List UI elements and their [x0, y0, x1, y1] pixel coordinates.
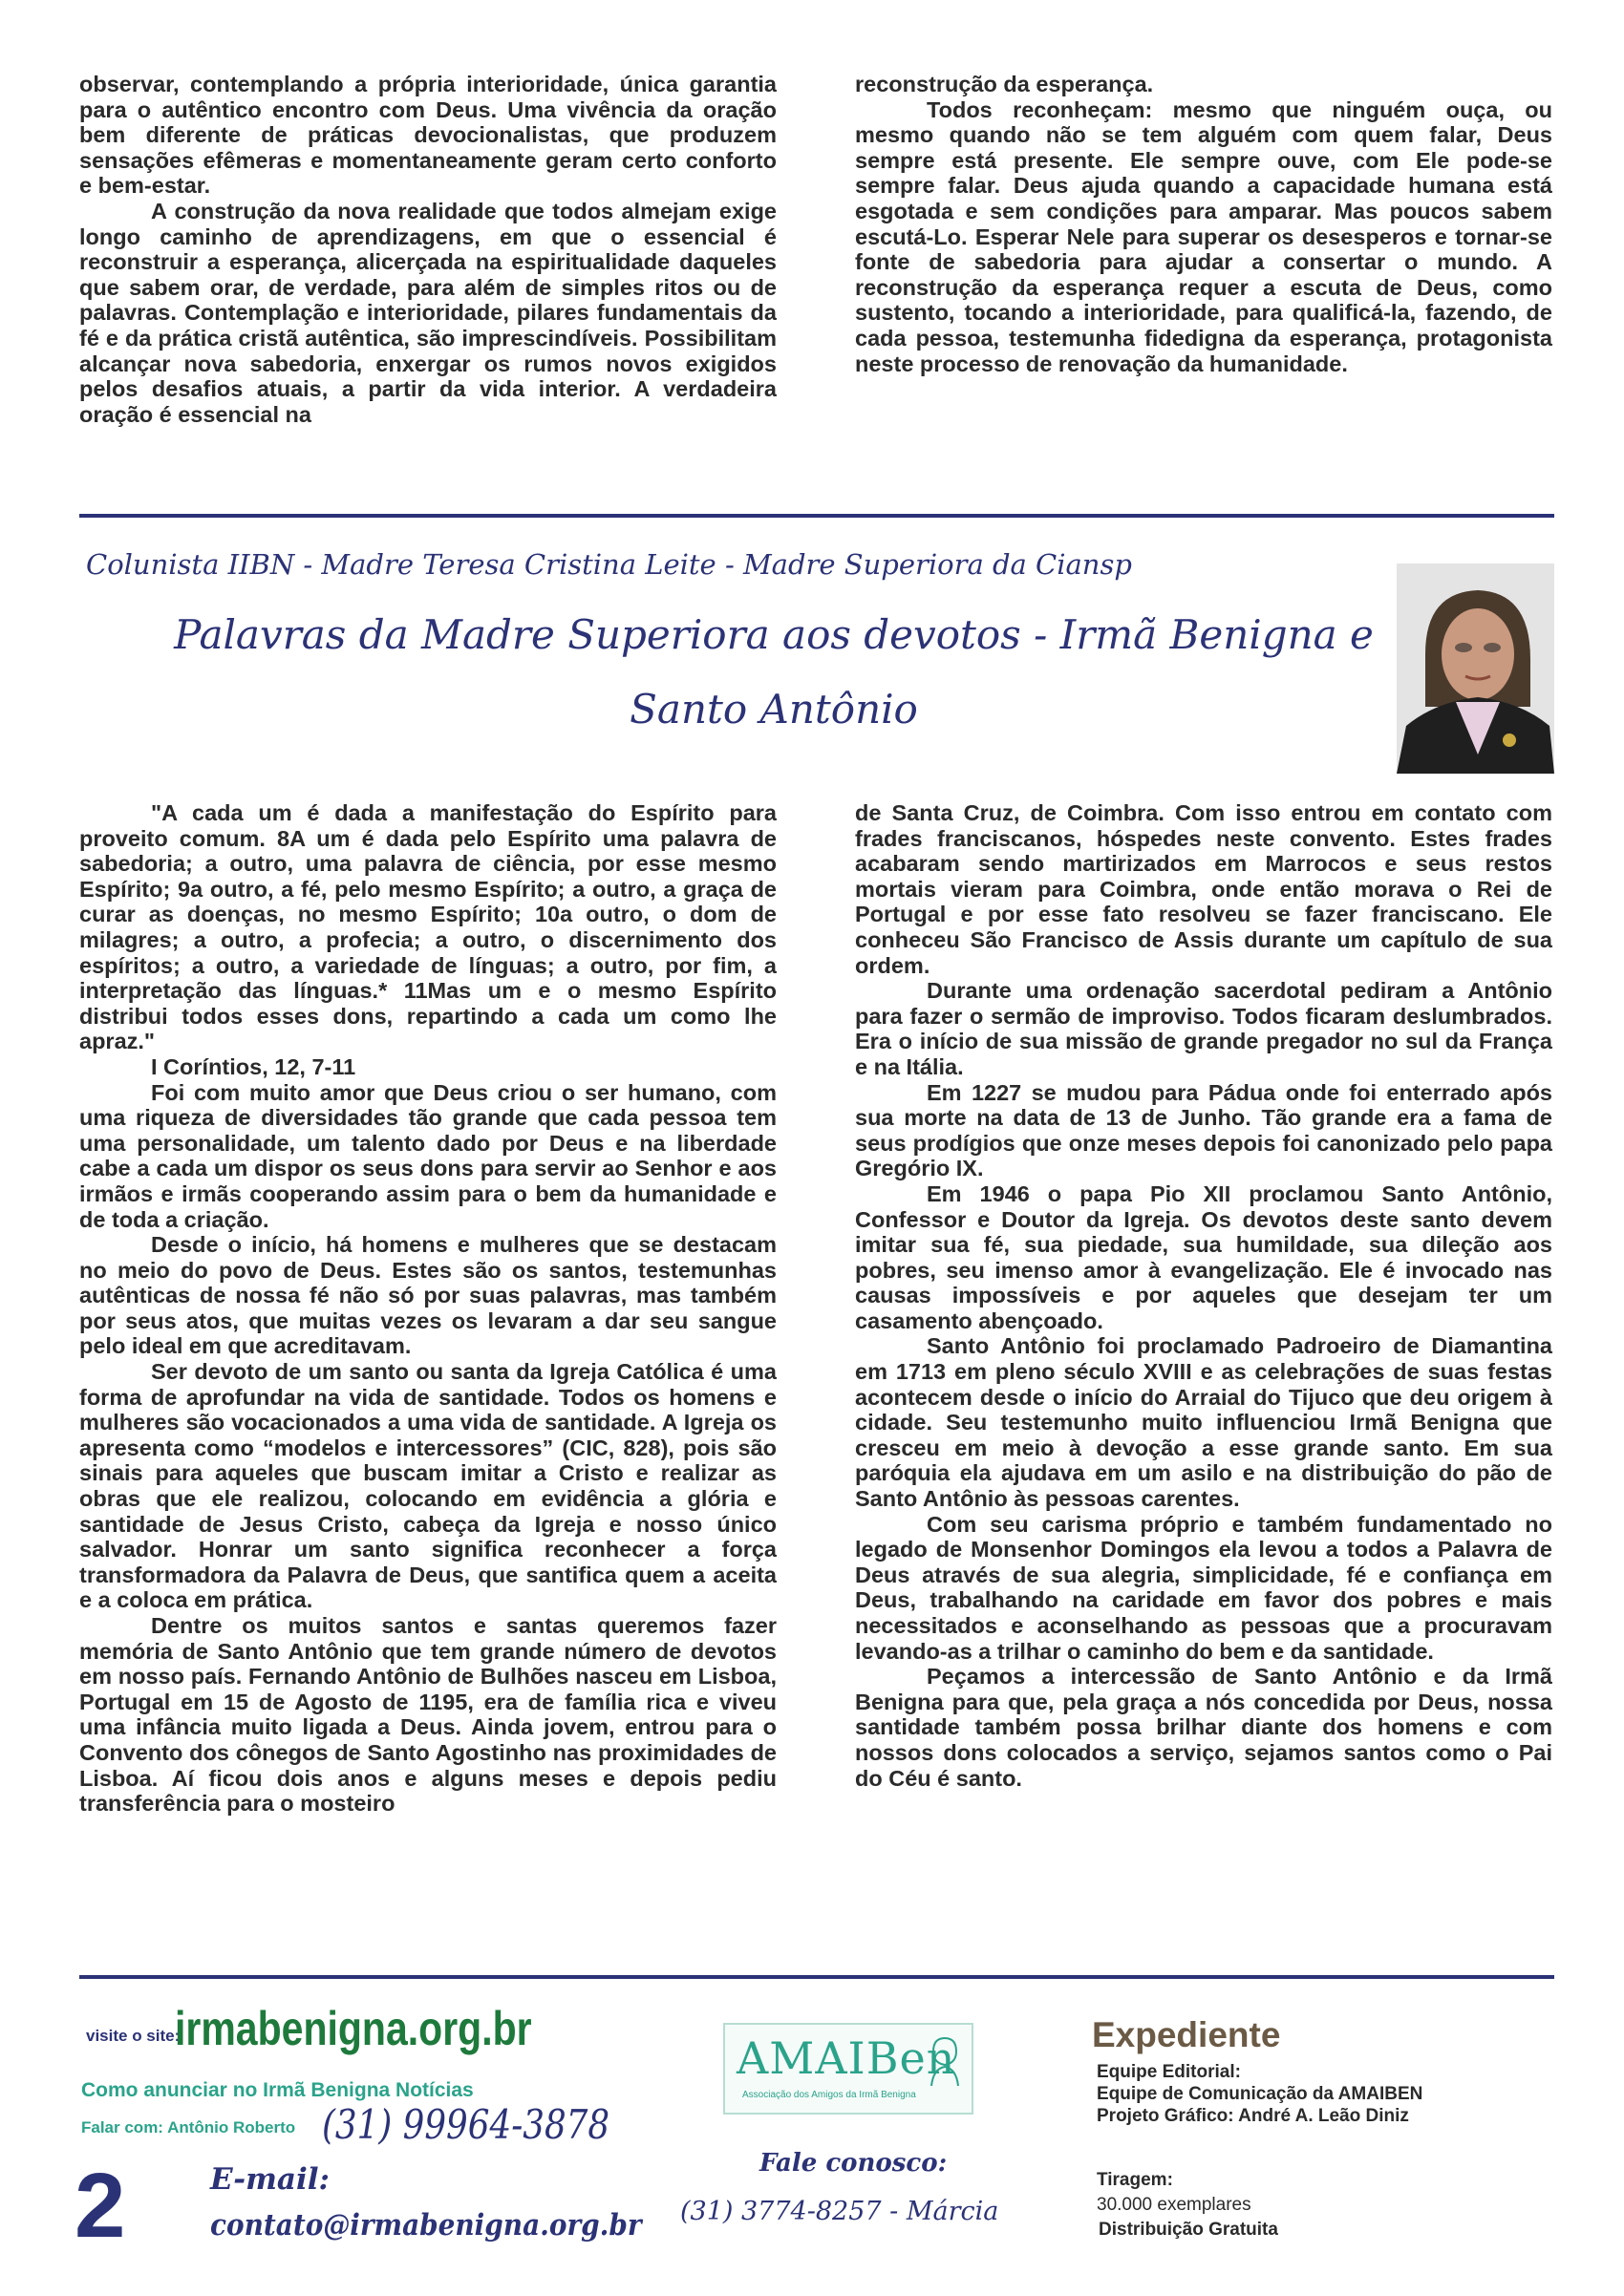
amaiben-logo	[723, 2023, 973, 2115]
paragraph: reconstrução da esperança.	[855, 72, 1154, 96]
paragraph: I Coríntios, 12, 7-11	[151, 1053, 356, 1079]
expediente-lines	[1097, 2061, 1422, 2127]
paragraph: Em 1946 o papa Pio XII proclamou Santo Antônio, Confessor e Doutor da Igreja. Os devotos deste santo devem imitar sua fé, sua piedade, sua humildade, sua dileção aos pobres, seu imenso amor à evangelização. Ele é invocado nas causas impossíveis e por aqueles que desejam ter um casamento abençoado.	[855, 1180, 1552, 1333]
paragraph: A construção da nova realidade que todos almejam exige longo caminho de aprendizagens, em que o essencial é reconstruir a esperança, alicerçada na espiritualidade daqueles que sabem orar, de verdade, para além de simples ritos ou de palavras. Contemplação e interioridade, pilares fundamentais da fé e da prática cristã autêntica, são imprescindíveis. Possibilitam alcançar nova sabedoria, enxergar os rumos novos exigidos pelos desafios atuais, a partir da vida interior. A verdadeira oração é essencial na	[79, 198, 777, 427]
column-title-line1: Palavras da Madre Superiora aos devotos - Irmã Benigna e	[174, 611, 1374, 658]
author-photo	[1397, 563, 1554, 774]
paragraph: Com seu carisma próprio e também fundamentado no legado de Monsenhor Domingos ela levou a todos a Palavra de Deus através de sua alegria, simplicidade, fé e confiança em Deus, trabalhando na caridade em favor dos pobres e mais necessitados e aconselhando as pessoas que a procuravam levando-as a trilhar o caminho do bem e da santidade.	[855, 1511, 1552, 1664]
article-left-paragraphs	[79, 800, 777, 1817]
top-left-paragraphs	[79, 72, 777, 427]
article-right-column	[855, 800, 1552, 1791]
paragraph: Ser devoto de um santo ou santa da Igreja Católica é uma forma de aprofundar na vida de santidade. Todos os homens e mulheres são vocacionados a uma vida de santidade. A Igreja os apresenta como “modelos e intercessores” (CIC, 828), pois são sinais para aqueles que buscam imitar a Cristo e realizar as obras que ele realizou, colocando em evidência a glória e santidade de Jesus Cristo, cabeça da Igreja e nosso único salvador. Honrar um santo significa reconhecer a força transformadora da Palavra de Deus, que santifica quem a aceita e a coloca em prática.	[79, 1359, 777, 1613]
paragraph: Desde o início, há homens e mulheres que se destacam no meio do povo de Deus. Estes são os santos, testemunhas autênticas de nossa fé não só por suas palavras, mas também por seus atos, que muitas vezes os levaram a dar seu sangue pelo ideal em que acreditavam.	[79, 1232, 777, 1359]
logo-text: AMAIBen	[737, 2032, 956, 2084]
paragraph: "A cada um é dada a manifestação do Espírito para proveito comum. 8A um é dada pelo Espírito uma palavra de sabedoria; a outro, uma palavra de ciência, por esse mesmo Espírito; 9a outro, a fé, pelo mesmo Espírito; a outro, a graça de curar as doenças, no mesmo Espírito; 10a outro, o dom de milagres; a outro, a profecia; a outro, o discernimento dos espíritos; a outro, a variedade de línguas; a outro, por fim, a interpretação das línguas.* 11Mas um e o mesmo Espírito distribui todos esses dons, repartindo a cada um como lhe apraz."	[79, 800, 777, 1054]
paragraph: Em 1227 se mudou para Pádua onde foi enterrado após sua morte na data de 13 de Junho. Tão grande era a fama de seus prodígios que onze meses depois foi canonizado pelo papa Gregório IX.	[855, 1079, 1552, 1181]
contact-label: Falar com: Antônio Roberto	[81, 2118, 296, 2137]
page-number: 2	[75, 2155, 126, 2257]
tiragem-value: 30.000 exemplares	[1097, 2195, 1251, 2215]
logo-caption: Associação dos Amigos da Irmã Benigna	[742, 2090, 916, 2100]
paragraph: Santo Antônio foi proclamado Padroeiro de Diamantina em 1713 em pleno século XVIII e as celebrações de suas festas acontecem desde o início do Arraial do Tijuco que deu origem à cidade. Seu testemunho muito influenciou Irmã Benigna que cresceu em meio à devoção a esse grande santo. Em sua paróquia ela ajudava em um asilo e na distribuição do pão de Santo Antônio às pessoas carentes.	[855, 1333, 1552, 1512]
section-divider-bottom	[79, 1975, 1554, 1979]
paragraph: observar, contemplando a própria interioridade, única garantia para o autêntico encontro com Deus. Uma vivência da oração bem diferente de práticas devocionalistas, que produzem sensações efêmeras e momentaneamente geram certo conforto e bem-estar.	[79, 72, 777, 199]
expediente-line: Equipe de Comunicação da AMAIBEN	[1097, 2084, 1423, 2104]
article-left-column	[79, 800, 777, 1817]
expediente-line: Equipe Editorial:	[1097, 2062, 1241, 2082]
expediente-line: Projeto Gráfico: André A. Leão Diniz	[1097, 2106, 1409, 2126]
visit-label: visite o site:	[86, 2027, 181, 2045]
top-right-column	[855, 72, 1552, 376]
paragraph: Todos reconheçam: mesmo que ninguém ouça, ou mesmo quando não se tem alguém com quem falar, Deus sempre está presente. Ele sempre ouve, com Ele pode-se sempre falar. Deus ajuda quando a capacidade humana está esgotada e sem condições para amparar. Mas poucos sabem escutá-Lo. Esperar Nele para superar os desesperos e tornar-se fonte de sabedoria para ajudar a consertar o mundo. A reconstrução da esperança requer a escuta de Deus, como sustento, tocando a interioridade, para qualificá-la, fazendo, de cada pessoa, testemunha fidedigna da esperança, protagonista neste processo de renovação da humanidade.	[855, 96, 1552, 376]
distribution-label: Distribuição Gratuita	[1099, 2220, 1278, 2240]
paragraph: Foi com muito amor que Deus criou o ser humano, com uma riqueza de diversidades tão grande que cada pessoa tem uma personalidade, um talento dado por Deus e na liberdade cabe a cada um dispor os seus dons para servir ao Senhor e aos irmãos e irmãs cooperando assim para o bem da humanidade e de toda a criação.	[79, 1079, 777, 1232]
tiragem-label: Tiragem:	[1097, 2170, 1173, 2190]
fale-conosco-phone[interactable]: (31) 3774-8257 - Márcia	[680, 2197, 999, 2226]
fale-conosco-label: Fale conosco:	[759, 2149, 948, 2178]
article-right-paragraphs	[855, 800, 1552, 1791]
paragraph: de Santa Cruz, de Coimbra. Com isso entrou em contato com frades franciscanos, hóspedes neste convento. Estes frades acabaram sendo martirizados em Marrocos e seus restos mortais vieram para Coimbra, onde então morava o Rei de Portugal e por esse fato resolveu se fazer franciscano. Ele conheceu São Francisco de Assis durante um capítulo de sua ordem.	[855, 800, 1552, 978]
expediente-title: Expediente	[1092, 2015, 1281, 2054]
advertise-label: Como anunciar no Irmã Benigna Notícias	[81, 2079, 474, 2101]
column-title-line2: Santo Antônio	[630, 686, 918, 733]
email-label: E-mail:	[210, 2162, 330, 2197]
site-link[interactable]: irmabenigna.org.br	[175, 2002, 532, 2055]
paragraph: Durante uma ordenação sacerdotal pediram a Antônio para fazer o sermão de improviso. Todos ficaram deslumbrados. Era o início de sua missão de grande pregador no sul da França e na Itália.	[855, 978, 1552, 1079]
paragraph: Dentre os muitos santos e santas queremos fazer memória de Santo Antônio que tem grande número de devotos em nosso país. Fernando Antônio de Bulhões nasceu em Lisboa, Portugal em 15 de Agosto de 1195, era de família rica e viveu uma infância muito ligada a Deus. Ainda jovem, entrou para o Convento dos cônegos de Santo Agostinho nas proximidades de Lisboa. Aí ficou dois anos e alguns meses e depois pediu transferência para o mosteiro	[79, 1613, 777, 1817]
top-left-column	[79, 72, 777, 427]
column-byline: Colunista IIBN - Madre Teresa Cristina Leite - Madre Superiora da Ciansp	[86, 548, 1132, 581]
email-link[interactable]: contato@irmabenigna.org.br	[210, 2208, 642, 2243]
logo-figure-icon	[928, 2034, 962, 2093]
section-divider-top	[79, 514, 1554, 518]
paragraph: Peçamos a intercessão de Santo Antônio e da Irmã Benigna para que, pela graça a nós concedida por Deus, nossa santidade também possa brilhar diante dos homens e com nossos dons colocados a serviço, sejamos santos como o Pai do Céu é santo.	[855, 1664, 1552, 1791]
top-right-paragraphs	[855, 72, 1552, 376]
contact-phone[interactable]: (31) 99964-3878	[322, 2101, 610, 2148]
